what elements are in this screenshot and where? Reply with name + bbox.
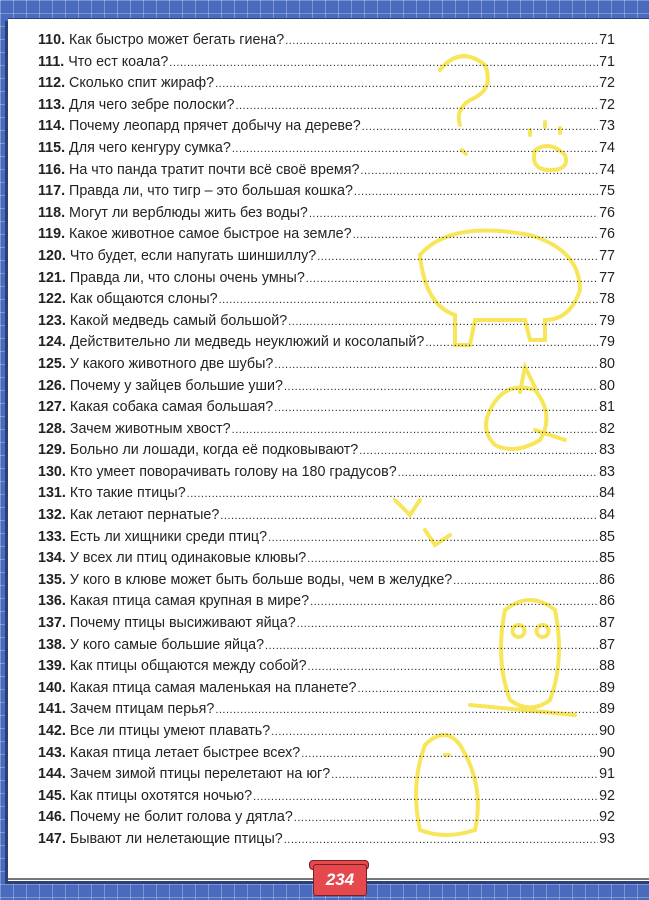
page-number-badge: 234: [313, 864, 367, 896]
toc-entry-number: 126.: [38, 377, 66, 394]
toc-entry-page: 89: [599, 701, 615, 718]
toc-entry[interactable]: [38, 248, 615, 270]
toc-entry-page: 73: [599, 118, 615, 135]
toc-entry-number: 127.: [38, 399, 66, 416]
toc-entry-title: Бывают ли нелетающие птицы?: [69, 830, 283, 847]
dot-leader: [220, 510, 598, 522]
toc-entry-title: Как общаются слоны?: [69, 291, 218, 308]
toc-entry[interactable]: [38, 658, 615, 680]
toc-entry-title: Какая птица самая крупная в мире?: [69, 593, 310, 610]
toc-entry-title: Что ест коала?: [68, 53, 169, 70]
toc-entry[interactable]: [38, 831, 615, 853]
dot-leader: [306, 273, 598, 285]
toc-entry-number: 121.: [38, 269, 66, 286]
toc-entry-number: 120.: [38, 247, 66, 264]
toc-entry-page: 74: [599, 139, 615, 156]
toc-entry-title: Для чего кенгуру сумка?: [69, 139, 231, 156]
toc-entry-number: 128.: [38, 420, 66, 437]
dot-leader: [169, 57, 598, 69]
table-of-contents: [38, 32, 615, 853]
toc-entry[interactable]: [38, 313, 615, 335]
toc-entry-page: 82: [599, 420, 615, 437]
toc-entry-page: 84: [599, 507, 615, 524]
toc-entry[interactable]: [38, 162, 615, 184]
toc-entry-page: 71: [599, 32, 615, 48]
toc-entry-page: 80: [599, 355, 615, 372]
dot-leader: [268, 532, 598, 544]
toc-entry[interactable]: [38, 529, 615, 551]
dot-leader: [219, 294, 599, 306]
toc-entry[interactable]: [38, 356, 615, 378]
toc-entry-number: 115.: [38, 139, 66, 156]
toc-entry-title: Почему у зайцев большие уши?: [69, 377, 283, 394]
toc-entry-title: Почему птицы высиживают яйца?: [69, 615, 296, 632]
toc-entry-number: 122.: [38, 291, 66, 308]
dot-leader: [307, 553, 598, 565]
dot-leader: [354, 186, 598, 198]
toc-entry-page: 84: [599, 485, 615, 502]
toc-entry-number: 139.: [38, 658, 66, 675]
dot-leader: [187, 488, 598, 500]
toc-entry-title: Что будет, если напугать шиншиллу?: [69, 247, 317, 264]
toc-entry[interactable]: [38, 118, 615, 140]
toc-entry-page: 89: [599, 679, 615, 696]
toc-entry-page: 71: [599, 53, 615, 70]
toc-entry-title: У всех ли птиц одинаковые клювы?: [69, 550, 307, 567]
dot-leader: [232, 424, 598, 436]
toc-entry-page: 87: [599, 615, 615, 632]
toc-entry-page: 78: [599, 291, 615, 308]
toc-entry-page: 86: [599, 571, 615, 588]
toc-entry[interactable]: [38, 421, 615, 443]
toc-entry-page: 77: [599, 269, 615, 286]
toc-entry-number: 141.: [38, 701, 66, 718]
dot-leader: [301, 748, 598, 760]
toc-entry-number: 130.: [38, 463, 66, 480]
toc-entry-number: 134.: [38, 550, 66, 567]
toc-entry-page: 92: [599, 809, 615, 826]
toc-entry-page: 86: [599, 593, 615, 610]
toc-entry-number: 112.: [38, 75, 66, 92]
toc-entry-number: 129.: [38, 442, 66, 459]
toc-entry-page: 76: [599, 226, 615, 243]
toc-entry-title: Могут ли верблюды жить без воды?: [69, 204, 308, 221]
toc-entry-title: Правда ли, что тигр – это большая кошка?: [69, 183, 353, 200]
toc-entry-page: 85: [599, 528, 615, 545]
toc-entry[interactable]: [38, 550, 615, 572]
toc-entry-page: 83: [599, 442, 615, 459]
toc-entry-number: 132.: [38, 507, 66, 524]
toc-entry-number: 123.: [38, 312, 66, 329]
toc-entry-page: 91: [599, 766, 615, 783]
toc-entry-page: 93: [599, 830, 615, 847]
toc-entry-number: 133.: [38, 528, 66, 545]
toc-entry-number: 140.: [38, 679, 66, 696]
toc-entry-number: 145.: [38, 787, 66, 804]
toc-entry[interactable]: [38, 809, 615, 831]
toc-entry-title: Правда ли, что слоны очень умны?: [69, 269, 305, 286]
toc-entry-title: Сколько спит жираф?: [69, 75, 215, 92]
toc-entry[interactable]: [38, 334, 615, 356]
toc-entry[interactable]: [38, 788, 615, 810]
dot-leader: [215, 78, 598, 90]
dot-leader: [425, 337, 598, 349]
toc-entry-number: 114.: [38, 118, 66, 135]
toc-entry-number: 144.: [38, 766, 66, 783]
dot-leader: [285, 35, 598, 47]
toc-entry-title: Кто такие птицы?: [69, 485, 186, 502]
toc-entry[interactable]: [38, 745, 615, 767]
toc-entry[interactable]: [38, 54, 615, 76]
toc-entry-number: 111.: [38, 53, 65, 70]
toc-entry-number: 136.: [38, 593, 66, 610]
toc-entry[interactable]: [38, 226, 615, 248]
toc-entry-title: Кто умеет поворачивать голову на 180 градусов?: [69, 463, 397, 480]
toc-entry-title: Как летают пернатые?: [69, 507, 220, 524]
toc-entry-title: Почему леопард прячет добычу на дереве?: [69, 118, 361, 135]
toc-entry-number: 135.: [38, 571, 66, 588]
dot-leader: [362, 121, 598, 133]
toc-entry-title: Какая птица летает быстрее всех?: [69, 744, 301, 761]
toc-entry-title: У кого в клюве может быть больше воды, чем в желудке?: [69, 571, 453, 588]
toc-entry-number: 118.: [38, 204, 66, 221]
toc-entry-number: 116.: [38, 161, 66, 178]
toc-entry-page: 79: [599, 312, 615, 329]
toc-entry-title: Для чего зебре полоски?: [69, 96, 235, 113]
dot-leader: [358, 683, 599, 695]
toc-entry[interactable]: [38, 32, 615, 54]
dot-leader: [359, 445, 598, 457]
toc-entry[interactable]: [38, 97, 615, 119]
dot-leader: [309, 208, 598, 220]
toc-entry-title: Действительно ли медведь неуклюжий и косолапый?: [69, 334, 425, 351]
toc-entry-title: Зачем зимой птицы перелетают на юг?: [69, 766, 331, 783]
dot-leader: [353, 229, 599, 241]
dot-leader: [308, 661, 599, 673]
toc-entry[interactable]: [38, 680, 615, 702]
dot-leader: [297, 618, 598, 630]
dot-leader: [453, 575, 598, 587]
toc-entry[interactable]: [38, 572, 615, 594]
toc-entry-number: 110.: [38, 32, 66, 48]
dot-leader: [284, 381, 598, 393]
dot-leader: [331, 769, 598, 781]
toc-entry-page: 74: [599, 161, 615, 178]
toc-entry-number: 147.: [38, 830, 66, 847]
dot-leader: [398, 467, 598, 479]
dot-leader: [288, 316, 598, 328]
dot-leader: [274, 359, 598, 371]
toc-entry-title: Зачем птицам перья?: [69, 701, 215, 718]
toc-entry-page: 83: [599, 463, 615, 480]
toc-entry[interactable]: [38, 291, 615, 313]
toc-entry[interactable]: [38, 442, 615, 464]
toc-entry-title: Почему не болит голова у дятла?: [69, 809, 293, 826]
dot-leader: [310, 596, 598, 608]
toc-entry-page: 77: [599, 247, 615, 264]
toc-entry[interactable]: [38, 399, 615, 421]
toc-entry[interactable]: [38, 140, 615, 162]
toc-entry-title: Какая птица самая маленькая на планете?: [69, 679, 357, 696]
toc-entry-page: 81: [599, 399, 615, 416]
toc-entry[interactable]: [38, 507, 615, 529]
toc-entry-number: 113.: [38, 96, 66, 113]
toc-entry-title: У какого животного две шубы?: [69, 355, 274, 372]
toc-entry-title: Есть ли хищники среди птиц?: [69, 528, 268, 545]
toc-entry-page: 72: [599, 75, 615, 92]
toc-entry[interactable]: [38, 723, 615, 745]
toc-entry-title: У кого самые большие яйца?: [69, 636, 265, 653]
toc-entry[interactable]: [38, 270, 615, 292]
toc-entry-number: 143.: [38, 744, 66, 761]
toc-entry-page: 88: [599, 658, 615, 675]
toc-entry-page: 76: [599, 204, 615, 221]
toc-entry-number: 131.: [38, 485, 66, 502]
toc-entry-page: 92: [599, 787, 615, 804]
dot-leader: [235, 100, 598, 112]
toc-entry-page: 90: [599, 723, 615, 739]
dot-leader: [232, 143, 598, 155]
toc-entry[interactable]: [38, 637, 615, 659]
toc-entry[interactable]: [38, 378, 615, 400]
dot-leader: [215, 704, 598, 716]
toc-entry[interactable]: [38, 701, 615, 723]
dot-leader: [294, 812, 598, 824]
toc-entry[interactable]: [38, 75, 615, 97]
dot-leader: [271, 726, 598, 738]
toc-entry-title: Какое животное самое быстрое на земле?: [69, 226, 352, 243]
toc-entry-number: 142.: [38, 723, 66, 739]
toc-entry-title: Зачем животным хвост?: [69, 420, 231, 437]
toc-entry-title: Как птицы общаются между собой?: [69, 658, 307, 675]
toc-entry-title: Как быстро может бегать гиена?: [69, 32, 285, 48]
toc-entry-title: Как птицы охотятся ночью?: [69, 787, 253, 804]
dot-leader: [360, 165, 598, 177]
dot-leader: [265, 640, 598, 652]
toc-entry-number: 125.: [38, 355, 66, 372]
dot-leader: [274, 402, 598, 414]
toc-entry[interactable]: [38, 205, 615, 227]
toc-entry-number: 124.: [38, 334, 66, 351]
dot-leader: [317, 251, 598, 263]
toc-entry-number: 119.: [38, 226, 66, 243]
toc-entry-title: Какая собака самая большая?: [69, 399, 274, 416]
toc-entry-number: 137.: [38, 615, 66, 632]
toc-entry[interactable]: [38, 593, 615, 615]
toc-entry-page: 85: [599, 550, 615, 567]
toc-entry-page: 87: [599, 636, 615, 653]
toc-entry[interactable]: [38, 183, 615, 205]
toc-entry[interactable]: [38, 766, 615, 788]
toc-entry[interactable]: [38, 464, 615, 486]
toc-entry-page: 72: [599, 96, 615, 113]
toc-entry-title: Какой медведь самый большой?: [69, 312, 288, 329]
toc-entry-page: 80: [599, 377, 615, 394]
toc-entry-page: 79: [599, 334, 615, 351]
toc-entry-title: Больно ли лошади, когда её подковывают?: [69, 442, 359, 459]
toc-entry[interactable]: [38, 615, 615, 637]
toc-entry-page: 75: [599, 183, 615, 200]
dot-leader: [284, 834, 598, 846]
toc-entry-number: 138.: [38, 636, 66, 653]
toc-entry[interactable]: [38, 485, 615, 507]
toc-entry-number: 146.: [38, 809, 66, 826]
toc-entry-title: Все ли птицы умеют плавать?: [69, 723, 271, 739]
toc-entry-number: 117.: [38, 183, 66, 200]
dot-leader: [253, 791, 598, 803]
toc-entry-title: На что панда тратит почти всё своё время?: [69, 161, 360, 178]
toc-entry-page: 90: [599, 744, 615, 761]
